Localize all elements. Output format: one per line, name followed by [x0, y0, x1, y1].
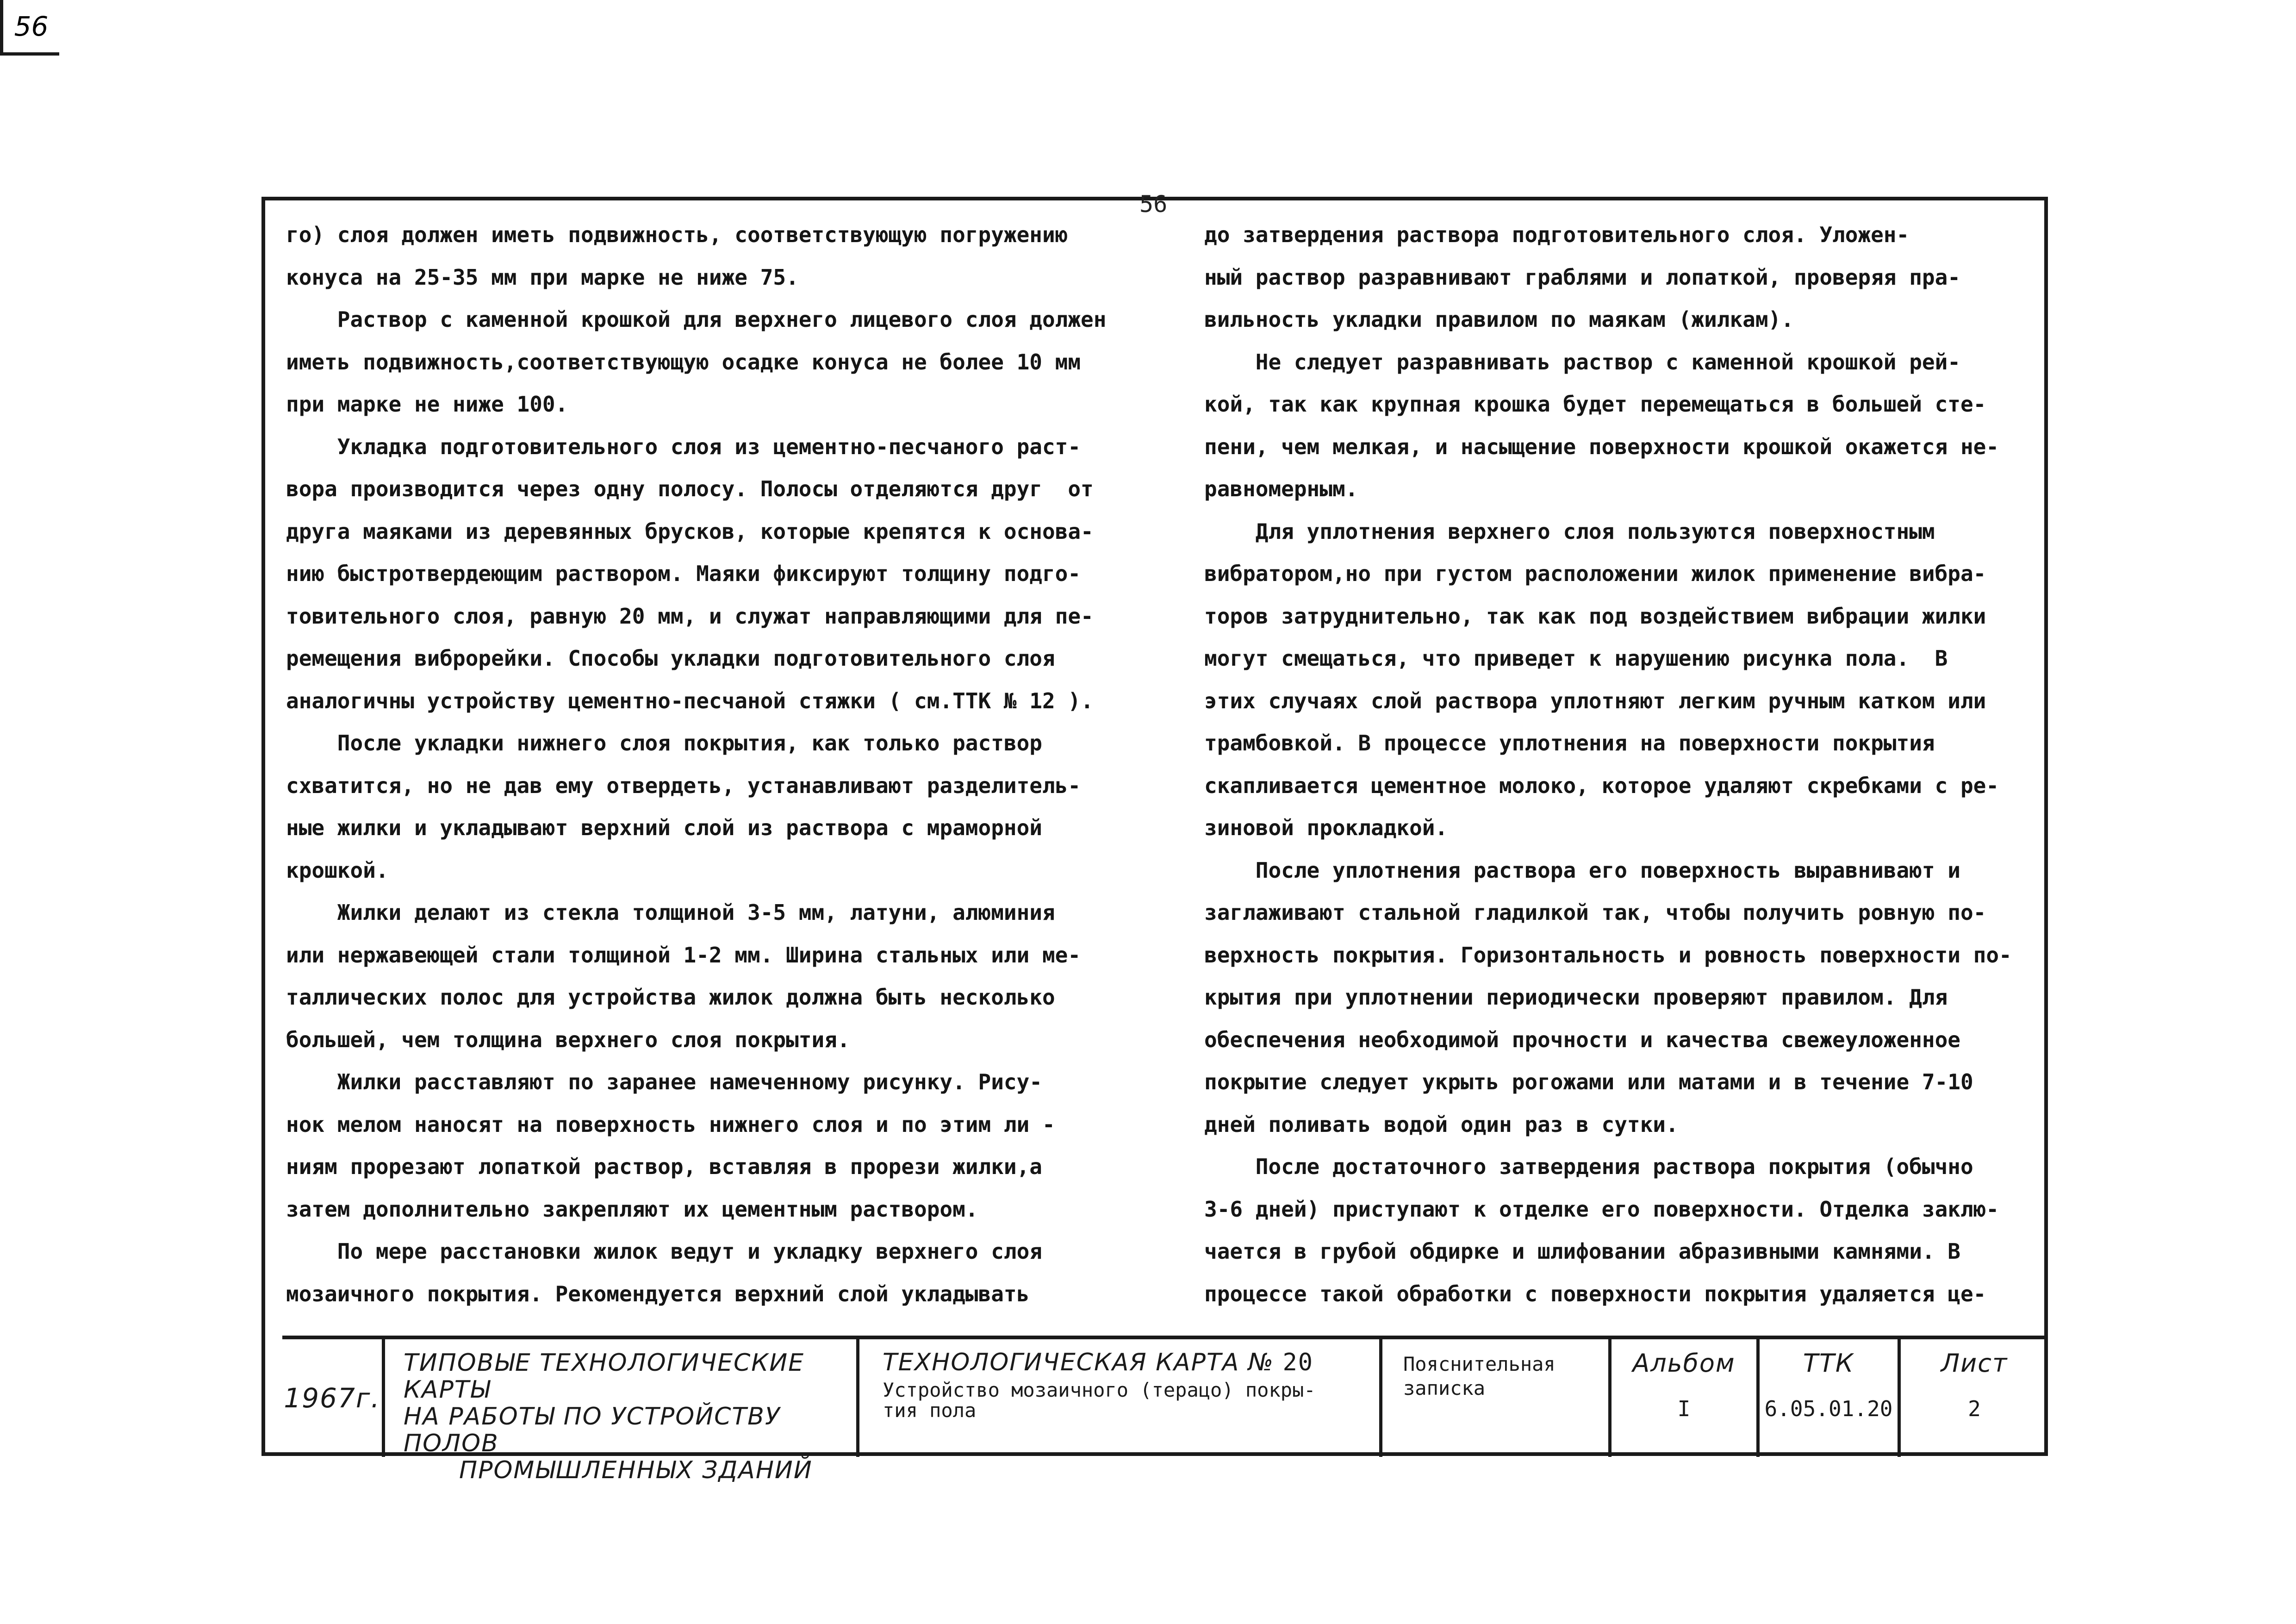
text-line: По мере расстановки жилок ведут и укладку верхнего слоя [286, 1239, 1042, 1264]
title-block-ttk [1756, 1339, 1898, 1457]
text-line: пени, чем мелкая, и насыщение поверхности крошкой окажется не- [1204, 434, 1999, 459]
text-line: Раствор с каменной крошкой для верхнего лицевого слоя должен [286, 307, 1107, 332]
text-line: 3-6 дней) приступают к отделке его поверхности. Отделка заклю- [1204, 1196, 1999, 1222]
text-line: чается в грубой обдирке и шлифовании абразивными камнями. В [1204, 1239, 1960, 1264]
text-line: этих случаях слой раствора уплотняют легким ручным катком или [1204, 688, 1986, 713]
map-subtitle [883, 1380, 1379, 1421]
map-subtitle-line: Устройство мозаичного (терацо) покры- [883, 1379, 1316, 1401]
text-line: нию быстротвердеющим раствором. Маяки фиксируют толщину подго- [286, 561, 1081, 586]
text-line: Не следует разравнивать раствор с каменной крошкой рей- [1204, 349, 1960, 375]
text-line: верхность покрытия. Горизонтальность и ровность поверхности по- [1204, 942, 2012, 968]
series-line: НА РАБОТЫ ПО УСТРОЙСТВУ ПОЛОВ [404, 1403, 781, 1457]
text-line: ниям прорезают лопаткой раствор, вставляя в прорези жилки,а [286, 1154, 1042, 1179]
text-line: или нержавеющей стали толщиной 1-2 мм. Ширина стальных или ме- [286, 942, 1081, 968]
left-text-column [286, 214, 1156, 1315]
text-line: ремещения виброрейки. Способы укладки подготовительного слоя [286, 646, 1055, 671]
text-line: при марке не ниже 100. [286, 392, 568, 417]
text-line: мозаичного покрытия. Рекомендуется верхний слой укладывать [286, 1281, 1030, 1306]
sheet-label: Лист [1941, 1349, 2008, 1378]
text-line: обеспечения необходимой прочности и качества свежеуложенное [1204, 1027, 1960, 1052]
title-block-year: 1967г. [284, 1382, 380, 1414]
right-text-column [1204, 214, 2037, 1315]
text-line: Жилки расставляют по заранее намеченному рисунку. Рису- [286, 1069, 1042, 1094]
ttk-label: ТТК [1803, 1349, 1854, 1378]
text-line: товительного слоя, равную 20 мм, и служат направляющими для пе- [286, 603, 1094, 629]
title-block-note [1379, 1339, 1608, 1457]
series-line: ПРОМЫШЛЕННЫХ ЗДАНИЙ [459, 1456, 813, 1484]
map-title-label: ТЕХНОЛОГИЧЕСКАЯ КАРТА № [883, 1349, 1274, 1376]
text-line: вильность укладки правилом по маякам (жилкам). [1204, 307, 1794, 332]
text-line: затем дополнительно закрепляют их цементным раствором. [286, 1196, 978, 1222]
text-line: скапливается цементное молоко, которое удаляют скребками с ре- [1204, 773, 1999, 798]
title-block-map [856, 1339, 1379, 1457]
map-title [883, 1349, 1379, 1376]
text-line: заглаживают стальной гладилкой так, чтобы получить ровную по- [1204, 900, 1986, 925]
text-line: большей, чем толщина верхнего слоя покрытия. [286, 1027, 850, 1052]
text-line: вора производится через одну полосу. Полосы отделяются друг от [286, 476, 1094, 501]
text-line: зиновой прокладкой. [1204, 815, 1448, 840]
map-number: 20 [1282, 1349, 1314, 1376]
text-line: аналогичны устройству цементно-песчаной стяжки ( см.ТТК № 12 ). [286, 688, 1094, 713]
text-line: до затвердения раствора подготовительного слоя. Уложен- [1204, 222, 1910, 247]
text-line: конуса на 25-35 мм при марке не ниже 75. [286, 264, 799, 290]
text-line: кой, так как крупная крошка будет перемещаться в большей сте- [1204, 392, 1986, 417]
text-line: иметь подвижность,соответствующую осадке конуса не более 10 мм [286, 349, 1081, 375]
text-line: вибратором,но при густом расположении жилок применение вибра- [1204, 561, 1986, 586]
album-label: Альбом [1632, 1349, 1736, 1378]
text-line: ный раствор разравнивают граблями и лопаткой, проверяя пра- [1204, 264, 1960, 290]
text-line: После достаточного затвердения раствора покрытия (обычно [1204, 1154, 1973, 1179]
text-line: После уплотнения раствора его поверхность выравнивают и [1204, 857, 1960, 883]
text-line: го) слоя должен иметь подвижность, соответствующую погружению [286, 222, 1068, 247]
text-line: схватится, но не дав ему отвердеть, устанавливают разделитель- [286, 773, 1081, 798]
text-line: друга маяками из деревянных брусков, которые крепятся к основа- [286, 518, 1094, 544]
title-block [282, 1336, 2048, 1484]
text-line: крытия при уплотнении периодически проверяют правилом. Для [1204, 985, 1948, 1010]
text-line: Укладка подготовительного слоя из цементно-песчаного раст- [286, 434, 1081, 459]
text-line: нок мелом наносят на поверхность нижнего слоя и по этим ли - [286, 1112, 1055, 1137]
text-line: трамбовкой. В процессе уплотнения на поверхности покрытия [1204, 731, 1935, 756]
page-number-center: 56 [1139, 191, 1168, 218]
sheet-value: 2 [1968, 1396, 1981, 1421]
title-block-sheet [1898, 1339, 2048, 1457]
note-line: Пояснительная [1403, 1353, 1556, 1375]
text-line: могут смещаться, что приведет к нарушению рисунка пола. В [1204, 646, 1948, 671]
text-line: покрытие следует укрыть рогожами или матами и в течение 7-10 [1204, 1069, 1973, 1094]
text-line: процессе такой обработки с поверхности покрытия удаляется це- [1204, 1281, 1986, 1306]
series-line: ТИПОВЫЕ ТЕХНОЛОГИЧЕСКИЕ КАРТЫ [404, 1349, 804, 1404]
album-value: I [1677, 1396, 1691, 1421]
text-line: Жилки делают из стекла толщиной 3-5 мм, латуни, алюминия [286, 900, 1055, 925]
map-subtitle-line: тия пола [883, 1399, 977, 1422]
note-line: записка [1403, 1377, 1486, 1399]
text-line: таллических полос для устройства жилок должна быть несколько [286, 985, 1055, 1010]
text-line: ные жилки и укладывают верхний слой из раствора с мраморной [286, 815, 1042, 840]
page-number-corner: 56 [0, 0, 59, 56]
ttk-value: 6.05.01.20 [1764, 1396, 1893, 1421]
text-line: дней поливать водой один раз в сутки. [1204, 1112, 1679, 1137]
text-line: Для уплотнения верхнего слоя пользуются поверхностным [1204, 518, 1935, 544]
title-block-album [1608, 1339, 1756, 1457]
text-line: крошкой. [286, 857, 389, 883]
text-line: торов затруднительно, так как под воздействием вибрации жилки [1204, 603, 1986, 629]
text-line: равномерным. [1204, 476, 1358, 501]
text-line: После укладки нижнего слоя покрытия, как только раствор [286, 731, 1042, 756]
title-block-series [382, 1339, 856, 1484]
